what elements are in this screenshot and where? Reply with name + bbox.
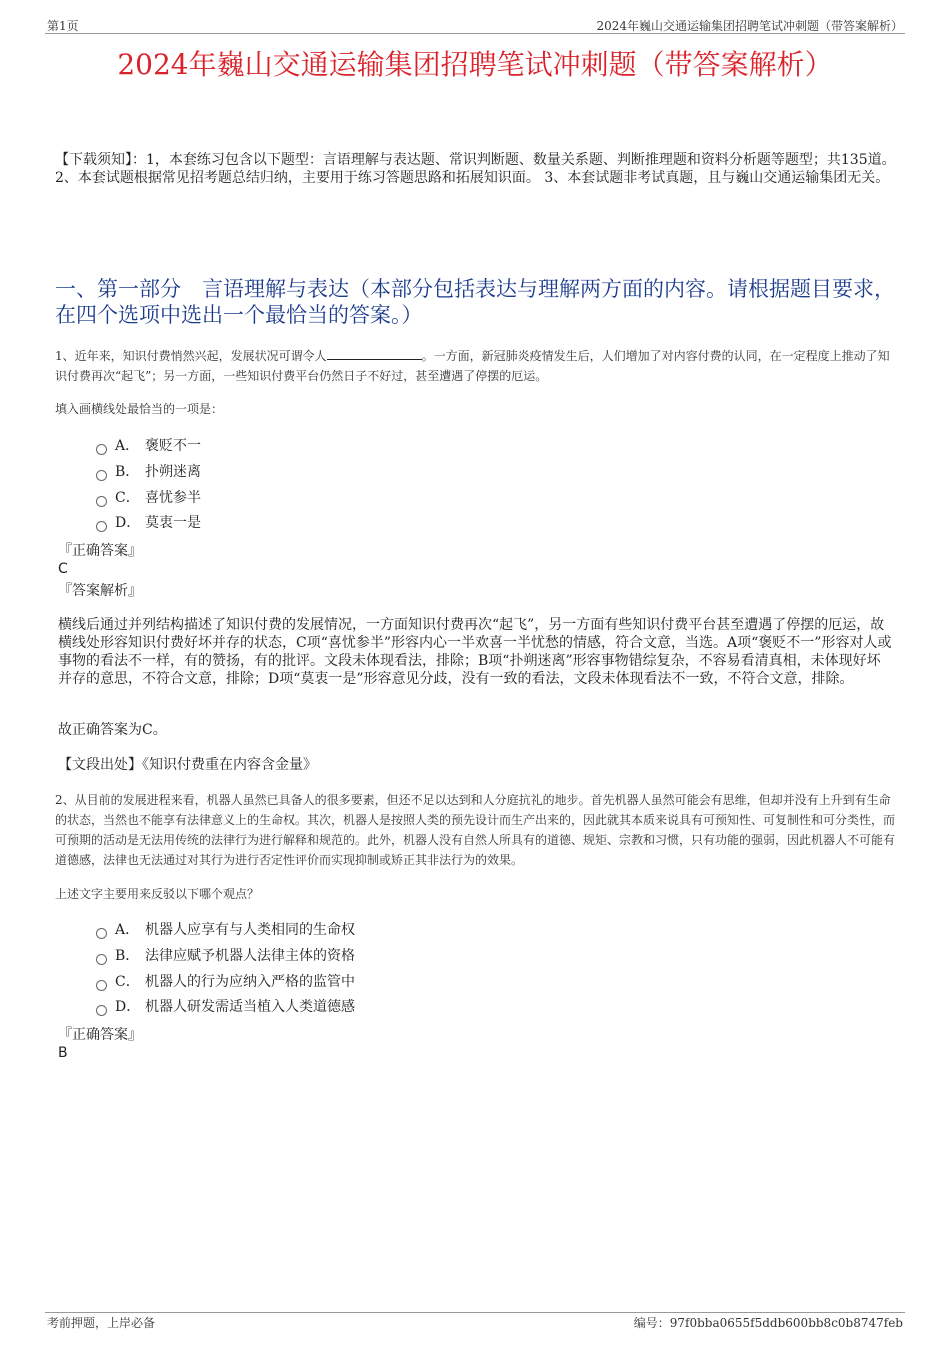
q2-option-b[interactable] <box>96 946 355 966</box>
q1-option-b[interactable] <box>96 462 201 482</box>
q2-option-c-letter: C． <box>115 974 140 990</box>
footer-slogan: 考前押题，上岸必备 <box>47 1316 156 1330</box>
q1-source: 【文段出处】《知识付费重在内容含金量》 <box>58 757 317 773</box>
q1-answer-label: 『正确答案』 <box>58 543 142 559</box>
q2-option-d-letter: D． <box>115 999 141 1015</box>
q2-prompt: 上述文字主要用来反驳以下哪个观点？ <box>55 887 260 901</box>
q1-option-a-letter: A． <box>115 438 140 454</box>
q2-answer: B <box>58 1045 68 1061</box>
q2-option-a[interactable] <box>96 920 355 940</box>
radio-icon[interactable] <box>96 980 107 991</box>
q2-option-b-letter: B． <box>115 948 140 964</box>
radio-icon[interactable] <box>96 444 107 455</box>
q2-answer-label: 『正确答案』 <box>58 1027 142 1043</box>
q1-option-b-text: 扑朔迷离 <box>145 464 201 480</box>
question-1-stem <box>55 346 895 386</box>
footer-divider <box>45 1312 905 1313</box>
q2-option-c[interactable] <box>96 972 355 992</box>
radio-icon[interactable] <box>96 521 107 532</box>
q1-option-d-letter: D． <box>115 515 141 531</box>
radio-icon[interactable] <box>96 928 107 939</box>
q1-option-d-text: 莫衷一是 <box>145 515 201 531</box>
q1-option-a[interactable] <box>96 436 201 456</box>
q1-text-after: 。一方面，新冠肺炎疫情发生后，人们增加了对内容付费的认同，在一定程度上推动了知识付费再次“起飞”；另一方面，一些知识付费平台仍然日子不好过，甚至遭遇了停摆的厄运。 <box>55 349 890 383</box>
radio-icon[interactable] <box>96 1005 107 1016</box>
header-doc-title: 2024年巍山交通运输集团招聘笔试冲刺题（带答案解析） <box>596 19 903 33</box>
q1-blank <box>327 347 422 360</box>
q1-option-b-letter: B． <box>115 464 140 480</box>
q1-prompt: 填入画横线处最恰当的一项是： <box>55 402 224 416</box>
q1-conclusion: 故正确答案为C。 <box>58 722 167 738</box>
page-title: 2024年巍山交通运输集团招聘笔试冲刺题（带答案解析） <box>117 48 833 81</box>
q2-option-a-letter: A． <box>115 922 140 938</box>
section-heading: 一、第一部分 言语理解与表达（本部分包括表达与理解两方面的内容。请根据题目要求，在四个选项中选出一个最恰当的答案。） <box>55 277 895 327</box>
q1-analysis-label: 『答案解析』 <box>58 583 142 599</box>
q1-option-c-letter: C． <box>115 490 140 506</box>
download-notice: 【下载须知】：1，本套练习包含以下题型：言语理解与表达题、常识判断题、数量关系题、判断推理题和资料分析题等题型；共135道。 2、本套试题根据常见招考题总结归纳，主要用于练习答题思路和拓展知识面。 3、本套试题非考试真题，且与巍山交通运输集团无关。 <box>55 152 896 186</box>
header-divider <box>45 33 905 34</box>
q1-text-before: 1、近年来，知识付费悄然兴起，发展状况可谓令人 <box>55 349 327 363</box>
page-number: 第1页 <box>47 19 79 33</box>
footer-doc-id: 编号：97f0bba0655f5ddb600bb8c0b8747feb <box>633 1316 903 1330</box>
q2-option-c-text: 机器人的行为应纳入严格的监管中 <box>145 974 355 990</box>
radio-icon[interactable] <box>96 954 107 965</box>
q2-option-a-text: 机器人应享有与人类相同的生命权 <box>145 922 355 938</box>
radio-icon[interactable] <box>96 496 107 507</box>
q2-option-b-text: 法律应赋予机器人法律主体的资格 <box>145 948 355 964</box>
question-2-stem: 2、从目前的发展进程来看，机器人虽然已具备人的很多要素，但还不足以达到和人分庭抗礼的地步。首先机器人虽然可能会有思维，但却并没有上升到有生命的状态，当然也不能享有法律意义上的生命权。其次，机器人是按照人类的预先设计而生产出来的，因此就其本质来说具有可预知性、可复制性和可分类性，而可预期的活动是无法用传统的法律行为进行解释和规范的。此外，机器人没有自然人所具有的道德、规矩、宗教和习惯，只有功能的强弱，因此机器人不可能有道德感，法律也无法通过对其行为进行否定性评价而实现抑制或矫正其非法行为的效果。 <box>55 793 896 867</box>
q1-answer: C <box>58 561 68 577</box>
q2-option-d-text: 机器人研发需适当植入人类道德感 <box>145 999 355 1015</box>
q1-option-d[interactable] <box>96 513 201 533</box>
q1-option-a-text: 褒贬不一 <box>145 438 201 454</box>
radio-icon[interactable] <box>96 470 107 481</box>
q1-analysis: 横线后通过并列结构描述了知识付费的发展情况，一方面知识付费再次“起飞”，另一方面有些知识付费平台甚至遭遇了停摆的厄运，故横线处形容知识付费好坏并存的状态，C项“喜忧参半”形容内心一半欢喜一半忧愁的情感，符合文意，当选。A项“褒贬不一”形容对人或事物的看法不一样，有的赞扬，有的批评。文段未体现看法，排除；B项“扑朔迷离”形容事物错综复杂，不容易看清真相，未体现好坏并存的意思，不符合文意，排除；D项“莫衷一是”形容意见分歧，没有一致的看法，文段未体现看法不一致，不符合文意，排除。 <box>58 617 892 687</box>
q2-option-d[interactable] <box>96 997 355 1017</box>
q1-option-c-text: 喜忧参半 <box>145 490 201 506</box>
q1-option-c[interactable] <box>96 488 201 508</box>
